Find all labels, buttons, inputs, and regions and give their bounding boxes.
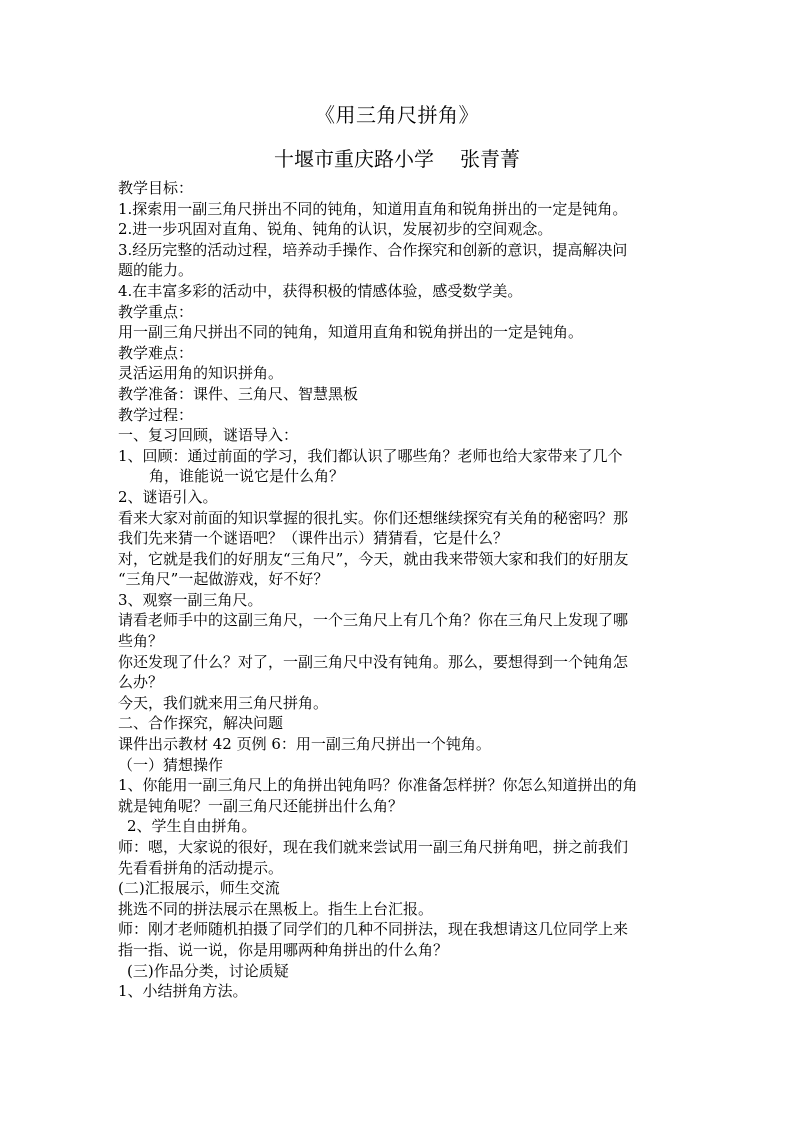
paragraph-line: 1、小结拼角方法。 bbox=[118, 982, 248, 1001]
school-name: 十堰市重庆路小学 bbox=[274, 147, 434, 171]
paragraph-line: 用一副三角尺拼出不同的钝角，知道用直角和锐角拼出的一定是钝角。 bbox=[118, 323, 584, 342]
paragraph-line: 先看看拼角的活动提示。 bbox=[118, 858, 284, 877]
subsection-heading: (三)作品分类，讨论质疑 bbox=[127, 961, 289, 980]
section-heading: 一、复习回顾，谜语导入： bbox=[118, 426, 299, 445]
subsection-heading: (二)汇报展示，师生交流 bbox=[118, 879, 280, 898]
paragraph-line: 师：嗯，大家说的很好，现在我们就来尝试用一副三角尺拼角吧，拼之前我们 bbox=[118, 838, 629, 856]
paragraph-line: 灵活运用角的知识拼角。 bbox=[118, 364, 284, 383]
paragraph-line: 指一指、说一说，你是用哪两种角拼出的什么角？ bbox=[118, 940, 449, 959]
paragraph-line: 1、你能用一副三角尺上的角拼出钝角吗？你准备怎样拼？你怎么知道拼出的角 bbox=[118, 776, 638, 795]
paragraph-line: 请看老师手中的这副三角尺，一个三角尺上有几个角？你在三角尺上发现了哪 bbox=[118, 611, 629, 630]
paragraph-line: 对，它就是我们的好朋友“三角尺”，今天，就由我来带领大家和我们的好朋友 bbox=[118, 549, 629, 568]
paragraph-line: “三角尺”一起做游戏，好不好？ bbox=[118, 570, 329, 589]
paragraph-line: 看来大家对前面的知识掌握的很扎实。你们还想继续探究有关角的秘密吗？那 bbox=[118, 508, 629, 527]
paragraph-line: 么办？ bbox=[118, 673, 164, 692]
section-heading: 二、合作探究，解决问题 bbox=[118, 714, 284, 733]
paragraph-line: 2、学生自由拼角。 bbox=[127, 817, 257, 836]
document-title: 《用三角尺拼角》 bbox=[315, 103, 479, 127]
paragraph-line: 我们先来猜一个谜语吧？（课件出示）猜猜看，它是什么？ bbox=[118, 529, 509, 548]
paragraph-line: 1.探索用一副三角尺拼出不同的钝角，知道用直角和锐角拼出的一定是钝角。 bbox=[118, 199, 628, 218]
paragraph-line: 就是钝角呢？一副三角尺还能拼出什么角？ bbox=[118, 796, 404, 815]
paragraph-line: 2、谜语引入。 bbox=[118, 487, 218, 506]
paragraph-line: 3、观察一副三角尺。 bbox=[118, 590, 263, 609]
paragraph-line: 题的能力。 bbox=[118, 261, 194, 280]
paragraph-line: 1、回顾：通过前面的学习，我们都认识了哪些角？老师也给大家带来了几个 bbox=[118, 446, 623, 465]
paragraph-line: 今天，我们就来用三角尺拼角。 bbox=[118, 693, 329, 712]
section-heading: 教学目标： bbox=[118, 179, 194, 197]
author-name: 张青菁 bbox=[460, 147, 520, 171]
author-line bbox=[0, 146, 794, 172]
document-body bbox=[118, 178, 678, 1002]
paragraph-line: 挑选不同的拼法展示在黑板上。指生上台汇报。 bbox=[118, 899, 434, 918]
paragraph-line: 角，谁能说一说它是什么角？ bbox=[149, 467, 345, 486]
paragraph-line: 师：刚才老师随机拍摄了同学们的几种不同拼法，现在我想请这几位同学上来 bbox=[118, 920, 629, 939]
paragraph-line: 2.进一步巩固对直角、锐角、钝角的认识，发展初步的空间观念。 bbox=[118, 220, 553, 239]
section-heading: 教学过程： bbox=[118, 405, 194, 424]
section-heading: 教学准备：课件、三角尺、智慧黑板 bbox=[118, 384, 359, 403]
section-heading: 教学难点： bbox=[118, 343, 194, 362]
paragraph-line: 些角？ bbox=[118, 632, 164, 651]
paragraph-line: 4.在丰富多彩的活动中，获得积极的情感体验，感受数学美。 bbox=[118, 281, 523, 300]
paragraph-line: 你还发现了什么？对了，一副三角尺中没有钝角。那么，要想得到一个钝角怎 bbox=[118, 652, 629, 671]
paragraph-line: 课件出示教材 42 页例 6：用一副三角尺拼出一个钝角。 bbox=[118, 735, 491, 754]
subsection-heading: （一）猜想操作 bbox=[118, 755, 224, 774]
paragraph-line: 3.经历完整的活动过程，培养动手操作、合作探究和创新的意识，提高解决问 bbox=[118, 240, 628, 259]
section-heading: 教学重点： bbox=[118, 302, 194, 321]
